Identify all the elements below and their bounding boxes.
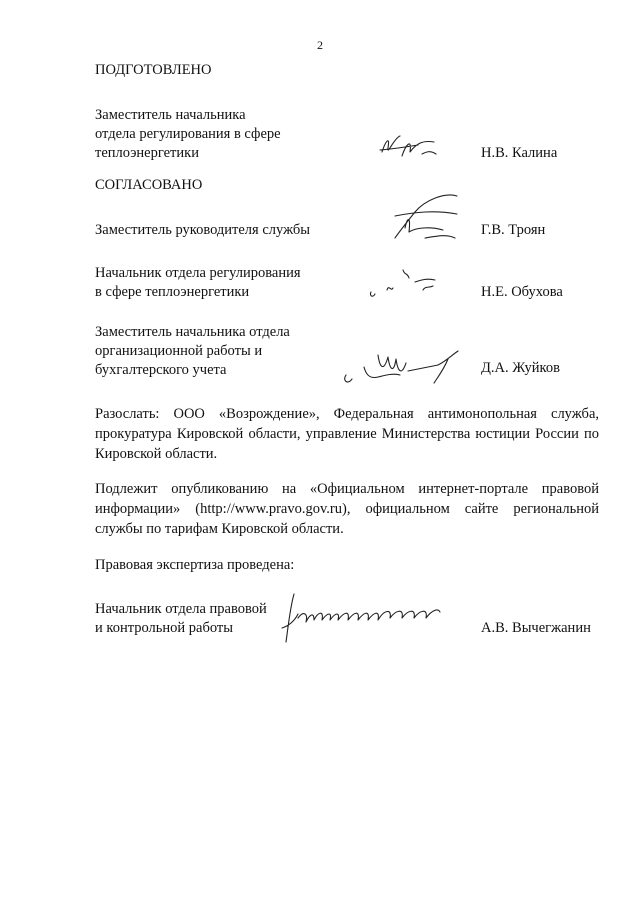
agreed-entry-3-name: Д.А. Жуйков bbox=[481, 360, 560, 376]
publication-paragraph: Подлежит опубликованию на «Официальном интернет-портале правовой информации» (http://www.pravo.gov.ru), официальном сайте региональной службы по тарифам Кировской области. bbox=[95, 481, 599, 537]
agreed-entry-3-line-1: Заместитель начальника отдела bbox=[95, 324, 290, 340]
prepared-position-line-1: Заместитель начальника bbox=[95, 107, 246, 123]
legal-review-position-line-2: и контрольной работы bbox=[95, 620, 233, 636]
prepared-position-line-3: теплоэнергетики bbox=[95, 145, 199, 161]
agreed-entry-3-line-2: организационной работы и bbox=[95, 343, 263, 359]
legal-review-position-line-1: Начальник отдела правовой bbox=[95, 601, 267, 617]
signature-troyan bbox=[385, 188, 475, 248]
agreed-entry-1-name: Г.В. Троян bbox=[481, 222, 546, 238]
signature-zhuykov bbox=[338, 345, 468, 390]
agreed-heading: СОГЛАСОВАНО bbox=[95, 177, 203, 193]
distribution-paragraph: Разослать: ООО «Возрождение», Федеральная антимонопольная служба, прокуратура Кировской области, управление Министерства юстиции России по Кировской области. bbox=[95, 406, 599, 462]
prepared-position-line-2: отдела регулирования в сфере bbox=[95, 126, 281, 142]
agreed-entry-3-line-3: бухгалтерского учета bbox=[95, 362, 227, 378]
signature-kalina bbox=[372, 130, 442, 165]
signature-vychegzhanin bbox=[280, 588, 450, 648]
signature-obukhova bbox=[365, 262, 445, 302]
prepared-signatory-name: Н.В. Калина bbox=[481, 145, 558, 161]
legal-review-signatory-name: А.В. Вычегжанин bbox=[481, 620, 591, 636]
prepared-heading: ПОДГОТОВЛЕНО bbox=[95, 62, 212, 78]
agreed-entry-2-line-1: Начальник отдела регулирования bbox=[95, 265, 301, 281]
page-number: 2 bbox=[317, 38, 323, 52]
agreed-entry-2-line-2: в сфере теплоэнергетики bbox=[95, 284, 250, 300]
legal-review-text: Правовая экспертиза проведена: bbox=[95, 557, 295, 573]
agreed-entry-2-name: Н.Е. Обухова bbox=[481, 284, 563, 300]
agreed-entry-1-line-1: Заместитель руководителя службы bbox=[95, 222, 311, 238]
